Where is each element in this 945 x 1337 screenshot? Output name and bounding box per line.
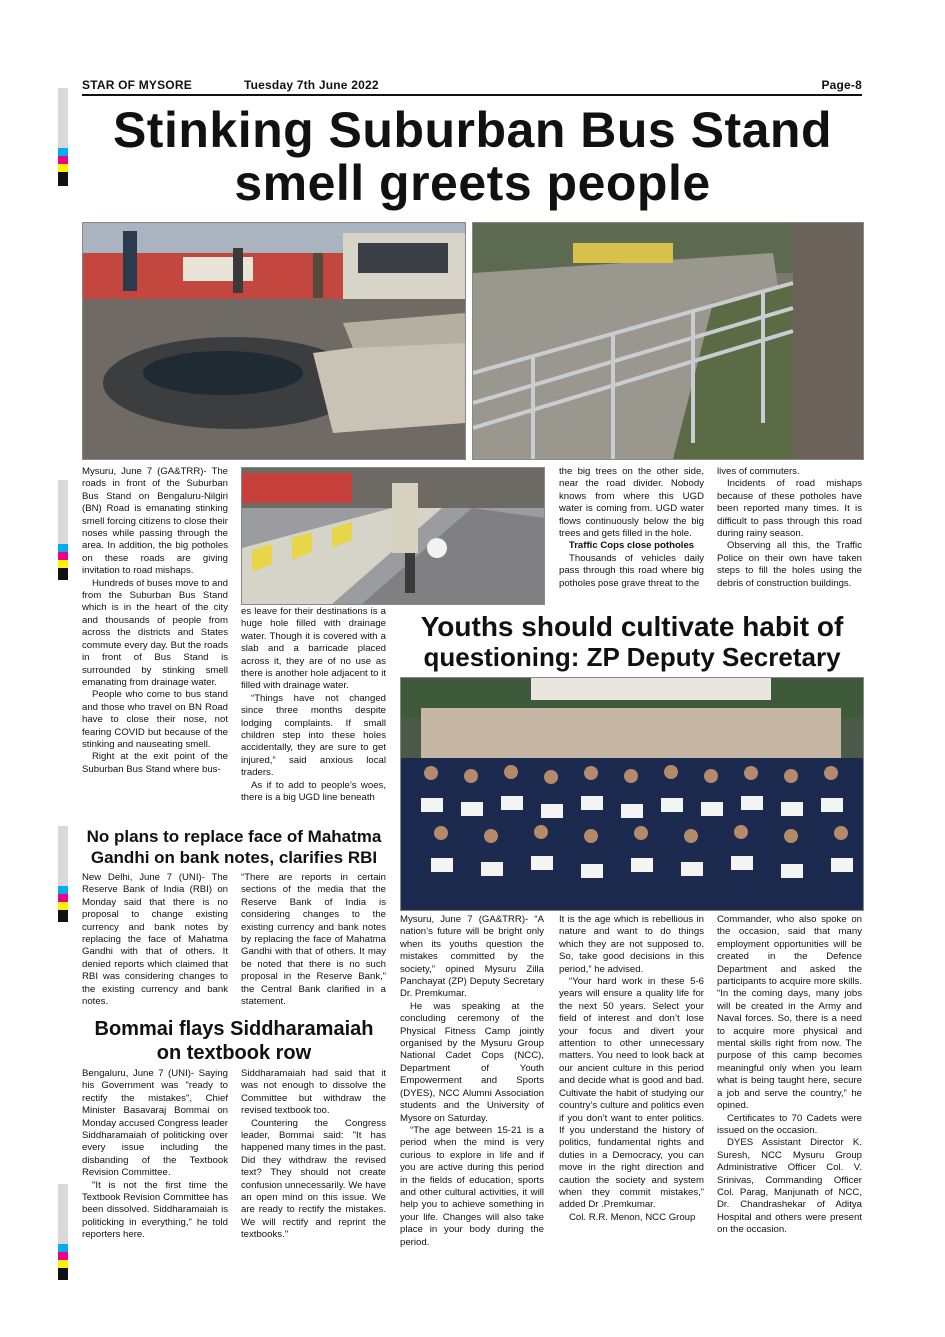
registration-black — [58, 910, 68, 922]
main-col2-p2: “Things have not changed since three months despite lodging complaints. If small children step into these holes accidentally, they are sure to get injured,” said anxious local traders. — [241, 692, 386, 779]
paper-name: STAR OF MYSORE — [82, 78, 192, 92]
bommai-col2-p1: Siddharamaiah had said that it was not enough to dissolve the Committee but withdraw the revised textbook too. — [241, 1068, 386, 1117]
main-col2-p3: As if to add to people’s woes, there is a big UGD line beneath — [241, 779, 386, 804]
rbi-col1-p1: New Delhi, June 7 (UNI)- The Reserve Bank of India (RBI) on Monday said that there is no proposal to change existing currency and bank notes by replacing the face of Mahatma Gandhi with that of others. It denied reports which claimed that RBI was considering changes to the existing currency and bank notes. — [82, 872, 228, 1008]
registration-cyan — [58, 886, 68, 894]
bommai-col2-p2: Countering the Congress leader, Bommai said: "It has happened many times in the past. Did they withdraw the revised text? They should not create confusion unnecessarily. We have an open mind on this issue. We are ready to rectify the mistakes. We will rectify and reprint the textbooks." — [241, 1117, 386, 1241]
ncc-cadets-group-photo — [400, 677, 864, 911]
main-headline — [70, 104, 875, 210]
rbi-headline — [78, 826, 390, 868]
main-col1-p2: Hundreds of buses move to and from the Suburban Bus Stand which is in the heart of the city and thousands of people from across the districts and States commute every day. But the roads in front of Bus Stand is surrounded by stinking smell emanating from drainage water. — [82, 577, 228, 688]
registration-cyan — [58, 1244, 68, 1252]
rbi-col2 — [241, 872, 386, 1008]
youths-col2-p2: “Your hard work in these 5-6 years will ensure a quality life for the next 50 years. Select your field of interest and don’t lose your focus and divert your attention to other unnecessary matters. You need to look back at our ancient culture in this period and decide what is good and bad. Cultivate the habit of studying our country’s culture and politics even if you don’t want to enter politics. If you understand the history of politics, fundamental rights and duties in a Democracy, you can move in the right direction and caution the society and system when they commit mistakes,” added Dr .Premkumar. — [559, 976, 704, 1211]
registration-bar — [58, 826, 68, 886]
traffic-cop-photo — [241, 467, 545, 605]
registration-yellow — [58, 1260, 68, 1268]
rbi-col2-p1: “There are reports in certain sections of the media that the Reserve Bank of India is considering changes to the existing currency and bank notes by replacing the face of Mahatma Gandhi with that of others. It may be noted that there is no such proposal in the Reserve Bank,” the Central Bank clarified in a statement. — [241, 872, 386, 1008]
main-col1-p1: Mysuru, June 7 (GA&TRR)- The roads in front of the Suburban Bus Stand on Bengaluru-Nilgiri (BN) Road is emanating stinking smell forcing citizens to close their noses while passing through the area. In addition, the big potholes on these roads are giving invitation to road mishaps. — [82, 466, 228, 577]
main-col2-p1: es leave for their destinations is a huge hole filled with drainage water. Though it is covered with a slab and a barricade placed across it, they are of no use as there is another hole adjacent to it filled with drainage water. — [241, 606, 386, 692]
youths-col1-p3: “The age between 15-21 is a period when the mind is very curious to explore in life and if you are active during this period in the fields of education, sports and other cultural activities, it will help you to achieve something in your life. Changes will also take place in your body during the period. — [400, 1124, 544, 1248]
registration-yellow — [58, 560, 68, 568]
rbi-headline-line1: No plans to replace face of Mahatma — [86, 827, 382, 846]
youths-col3-p2: Certificates to 70 Cadets were issued on the occasion. — [717, 1112, 862, 1136]
issue-date: Tuesday 7th June 2022 — [244, 78, 379, 92]
registration-bar — [58, 88, 68, 148]
youths-col1-p2: He was speaking at the concluding ceremony of the Physical Fitness Camp jointly organised by the Mysuru Group National Cadet Cops (NCC), Department of Youth Empowerment and Sports (DYES), NCC Alumni Association students and the University of Mysore on Saturday. — [400, 1000, 544, 1124]
registration-magenta — [58, 1252, 68, 1260]
bommai-col2 — [241, 1068, 386, 1242]
main-story-col3 — [559, 466, 704, 590]
registration-bar — [58, 480, 68, 544]
main-col4-p1: lives of commuters. — [717, 466, 800, 477]
youths-col2 — [559, 914, 704, 1224]
youths-col1 — [400, 914, 544, 1249]
registration-cyan — [58, 544, 68, 552]
registration-bar — [58, 1184, 68, 1244]
registration-cyan — [58, 148, 68, 156]
youths-col2-p1: It is the age which is rebellious in nature and want to do things which they are not supposed to. So, take good decisions in this period,” he advised. — [559, 914, 704, 975]
traffic-cops-subhead: Traffic Cops close potholes — [568, 540, 695, 552]
registration-black — [58, 172, 68, 186]
bommai-col1 — [82, 1068, 228, 1242]
main-col1-p3: People who come to bus stand and those who travel on BN Road have to close their nose, not fearing COVID but because of the stinking and nauseating smell. — [82, 689, 228, 750]
main-headline-line1: Stinking Suburban Bus Stand — [112, 102, 833, 158]
registration-magenta — [58, 894, 68, 902]
bus-stand-photo — [82, 222, 466, 460]
registration-magenta — [58, 552, 68, 560]
main-col3-p1: the big trees on the other side, near the road divider. Nobody knows from where this UGD water is coming from. UGD water flows continuously below the big trees and gets filled in the hole. — [559, 466, 704, 540]
youths-col3 — [717, 914, 862, 1237]
registration-yellow — [58, 164, 68, 172]
rbi-col1 — [82, 872, 228, 1008]
drain-railing-photo — [472, 222, 864, 460]
header-rule — [82, 94, 862, 96]
rbi-headline-line2: Gandhi on bank notes, clarifies RBI — [90, 848, 378, 867]
youths-headline — [398, 611, 866, 673]
registration-black — [58, 568, 68, 580]
main-headline-line2: smell greets people — [234, 155, 711, 211]
main-col3-p2: Thousands of vehicles daily pass through this road where big potholes pose grave threat to the — [559, 552, 704, 589]
bommai-col1-p2: "It is not the first time the Textbook Revision Committee has been dissolved. Siddharamaiah is politicking in everything," he told reporters here. — [82, 1179, 228, 1241]
main-story-col4 — [717, 466, 862, 590]
registration-yellow — [58, 902, 68, 910]
youths-col1-p1: Mysuru, June 7 (GA&TRR)- “A nation’s future will be bright only when its youths question the mistakes committed by the society,” opined Mysuru Zilla Panchayat (ZP) Deputy Secretary Dr. Premkumar. — [400, 914, 544, 1000]
bommai-headline — [78, 1017, 390, 1065]
bommai-headline-line1: Bommai flays Siddharamaiah — [94, 1018, 374, 1040]
main-col4-p2: Incidents of road mishaps because of these potholes have been reported many times. It is difficult to pass through this road during rainy season. — [717, 478, 862, 540]
youths-headline-line2: questioning: ZP Deputy Secretary — [423, 642, 841, 672]
main-story-col2 — [241, 606, 386, 805]
main-col1-p4: Right at the exit point of the Suburban Bus Stand where bus- — [82, 751, 228, 775]
youths-col2-p3: Col. R.R. Menon, NCC Group — [569, 1211, 696, 1223]
main-story-col1 — [82, 466, 228, 776]
registration-magenta — [58, 156, 68, 164]
bommai-col1-p1: Bengaluru, June 7 (UNI)- Saying his Government was "ready to rectify the mistakes", Chief Minister Basavaraj Bommai on Monday accused Congress leader Siddharamaiah of politicking over every issue including the disbanding of the Textbook Revision Committee. — [82, 1068, 228, 1179]
youths-col3-p3: DYES Assistant Director K. Suresh, NCC Mysuru Group Administrative Officer Col. V. Srinivas, Commanding Officer Col. Parag, Manjunath of NCC, Dr. Chandrashekar of Aditya Hospital and others were present on the occasion. — [717, 1137, 862, 1236]
bommai-headline-line2: on textbook row — [156, 1042, 312, 1064]
registration-black — [58, 1268, 68, 1280]
youths-col3-p1: Commander, who also spoke on the occasion, said that many employment opportunities will be created in the Defence Department and asked the participants to acquire more skills. “In the coming days, many jobs will be created in the Army and Naval forces. So, there is a need to acquire more physical and mental skills right from now. The purpose of this camp becomes meaningful only when you learn what is being taught here, secure a job and serve the country,” he opined. — [717, 914, 862, 1112]
page-number: Page-8 — [821, 78, 862, 92]
youths-headline-line1: Youths should cultivate habit of — [420, 611, 844, 642]
main-col4-p3: Observing all this, the Traffic Police on their own have taken steps to fill the holes using the debris of construction buildings. — [717, 540, 862, 589]
